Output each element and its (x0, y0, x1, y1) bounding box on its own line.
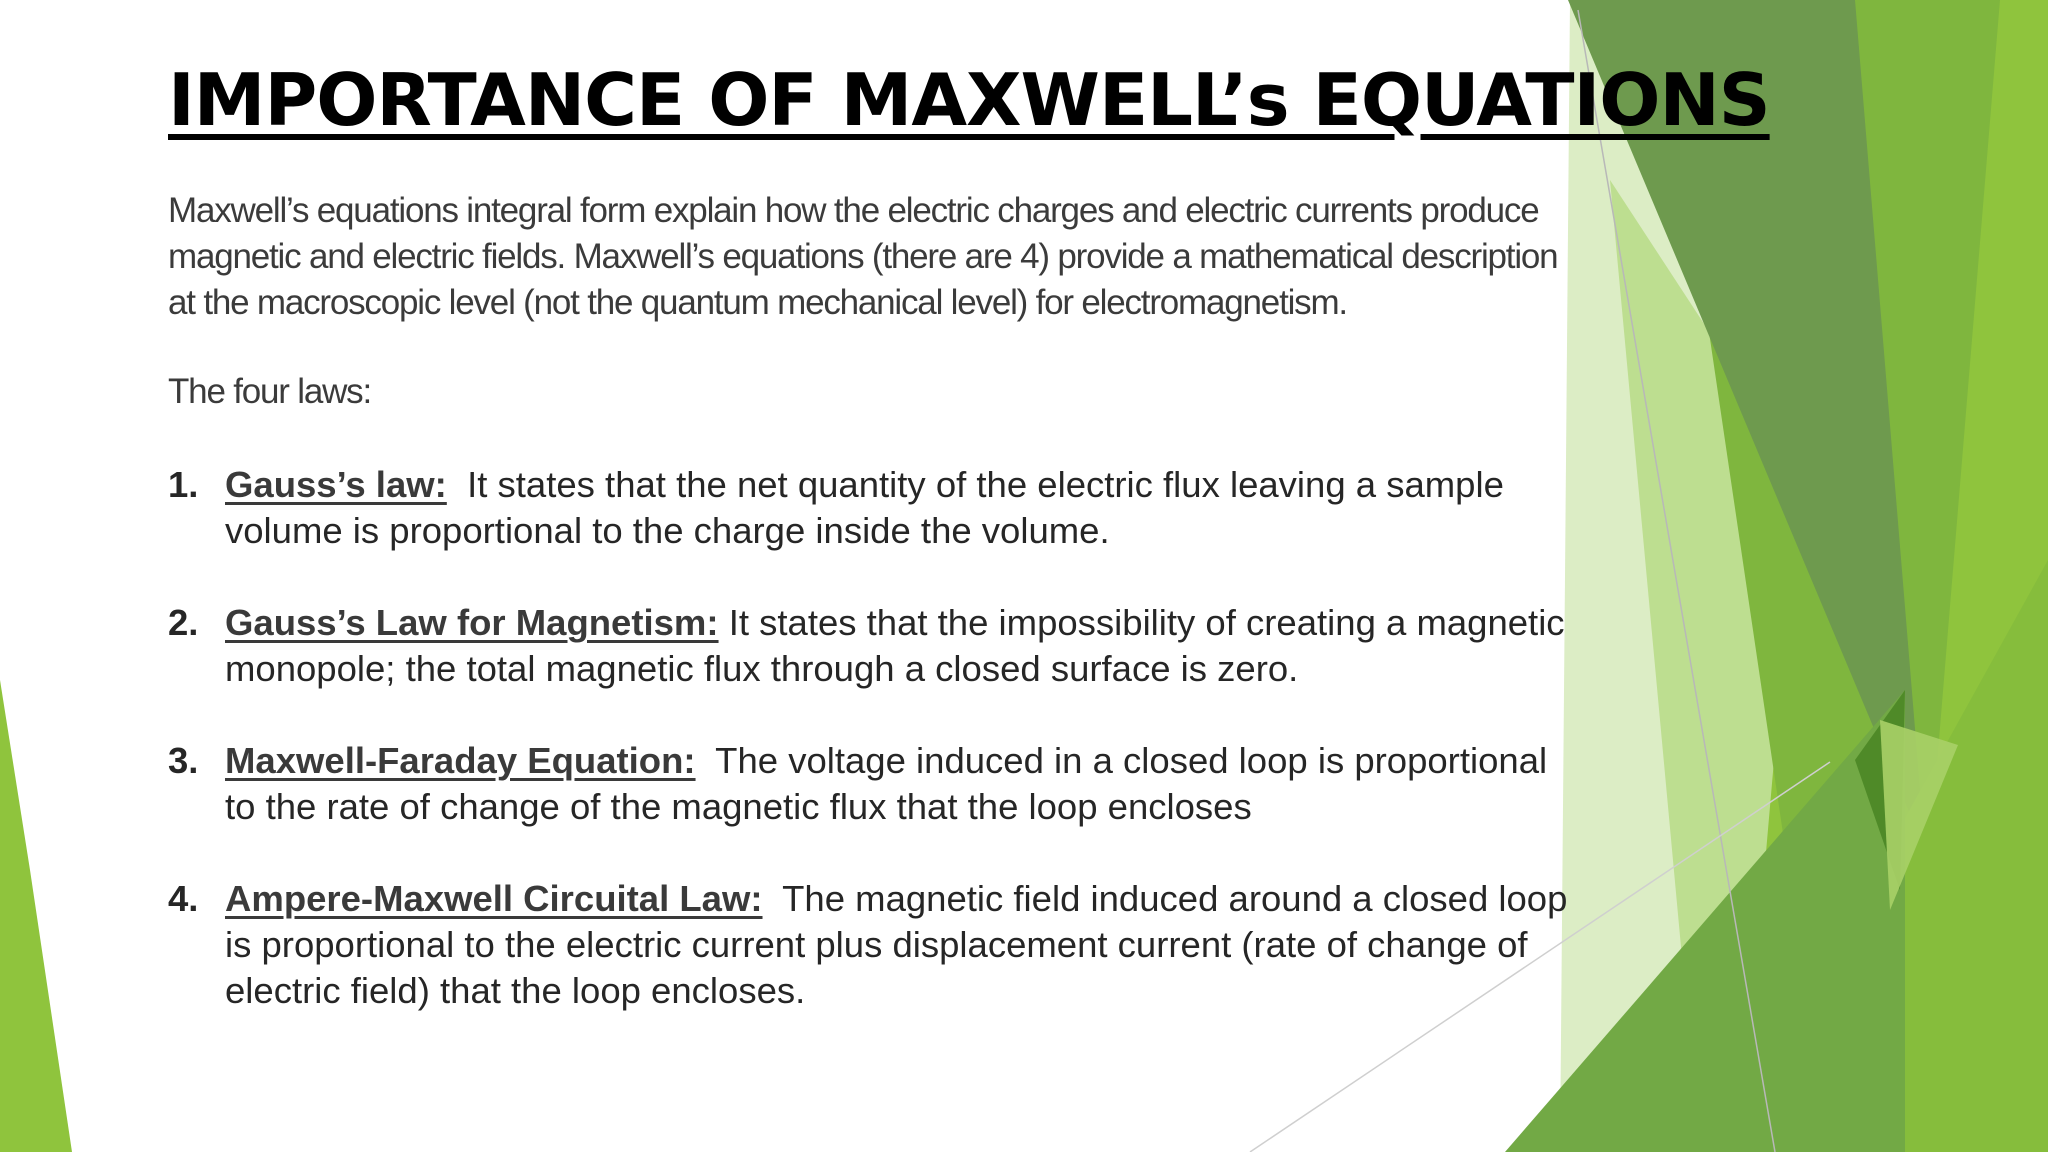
laws-list (168, 462, 1568, 1060)
law-number: 2. (168, 602, 199, 643)
law-description: It states that the net quantity of the electric flux leaving a sample volume is proportional to the charge inside the volume. (225, 464, 1504, 551)
intro-paragraph: Maxwell’s equations integral form explain how the electric charges and electric currents produce magnetic and electric fields. Maxwell’s equations (there are 4) provide a mathematical description at the macroscopic level (not the quantum mechanical level) for electromagnetism. (168, 191, 1558, 322)
slide-title: IMPORTANCE OF MAXWELL’s EQUATIONS (168, 58, 1770, 142)
law-item-maxwell-faraday (168, 738, 1568, 830)
left-green-sliver (0, 680, 72, 1152)
law-item-gauss-magnetism (168, 600, 1568, 692)
law-number: 4. (168, 878, 199, 919)
law-item-ampere-maxwell (168, 876, 1568, 1014)
law-name: Ampere-Maxwell Circuital Law: (225, 878, 763, 919)
law-name: Maxwell-Faraday Equation: (225, 740, 696, 781)
law-item-gauss (168, 462, 1568, 554)
law-description: The magnetic field induced around a closed loop is proportional to the electric current plus displacement current (rate of change of electric field) that the loop encloses. (225, 878, 1568, 1011)
law-description: The voltage induced in a closed loop is proportional to the rate of change of the magnetic flux that the loop encloses (225, 740, 1548, 827)
law-name: Gauss’s law: (225, 464, 447, 505)
laws-heading: The four laws: (168, 372, 372, 411)
law-number: 3. (168, 740, 199, 781)
law-description: It states that the impossibility of creating a magnetic monopole; the total magnetic flux through a closed surface is zero. (225, 602, 1565, 689)
law-name: Gauss’s Law for Magnetism: (225, 602, 719, 643)
law-number: 1. (168, 464, 199, 505)
